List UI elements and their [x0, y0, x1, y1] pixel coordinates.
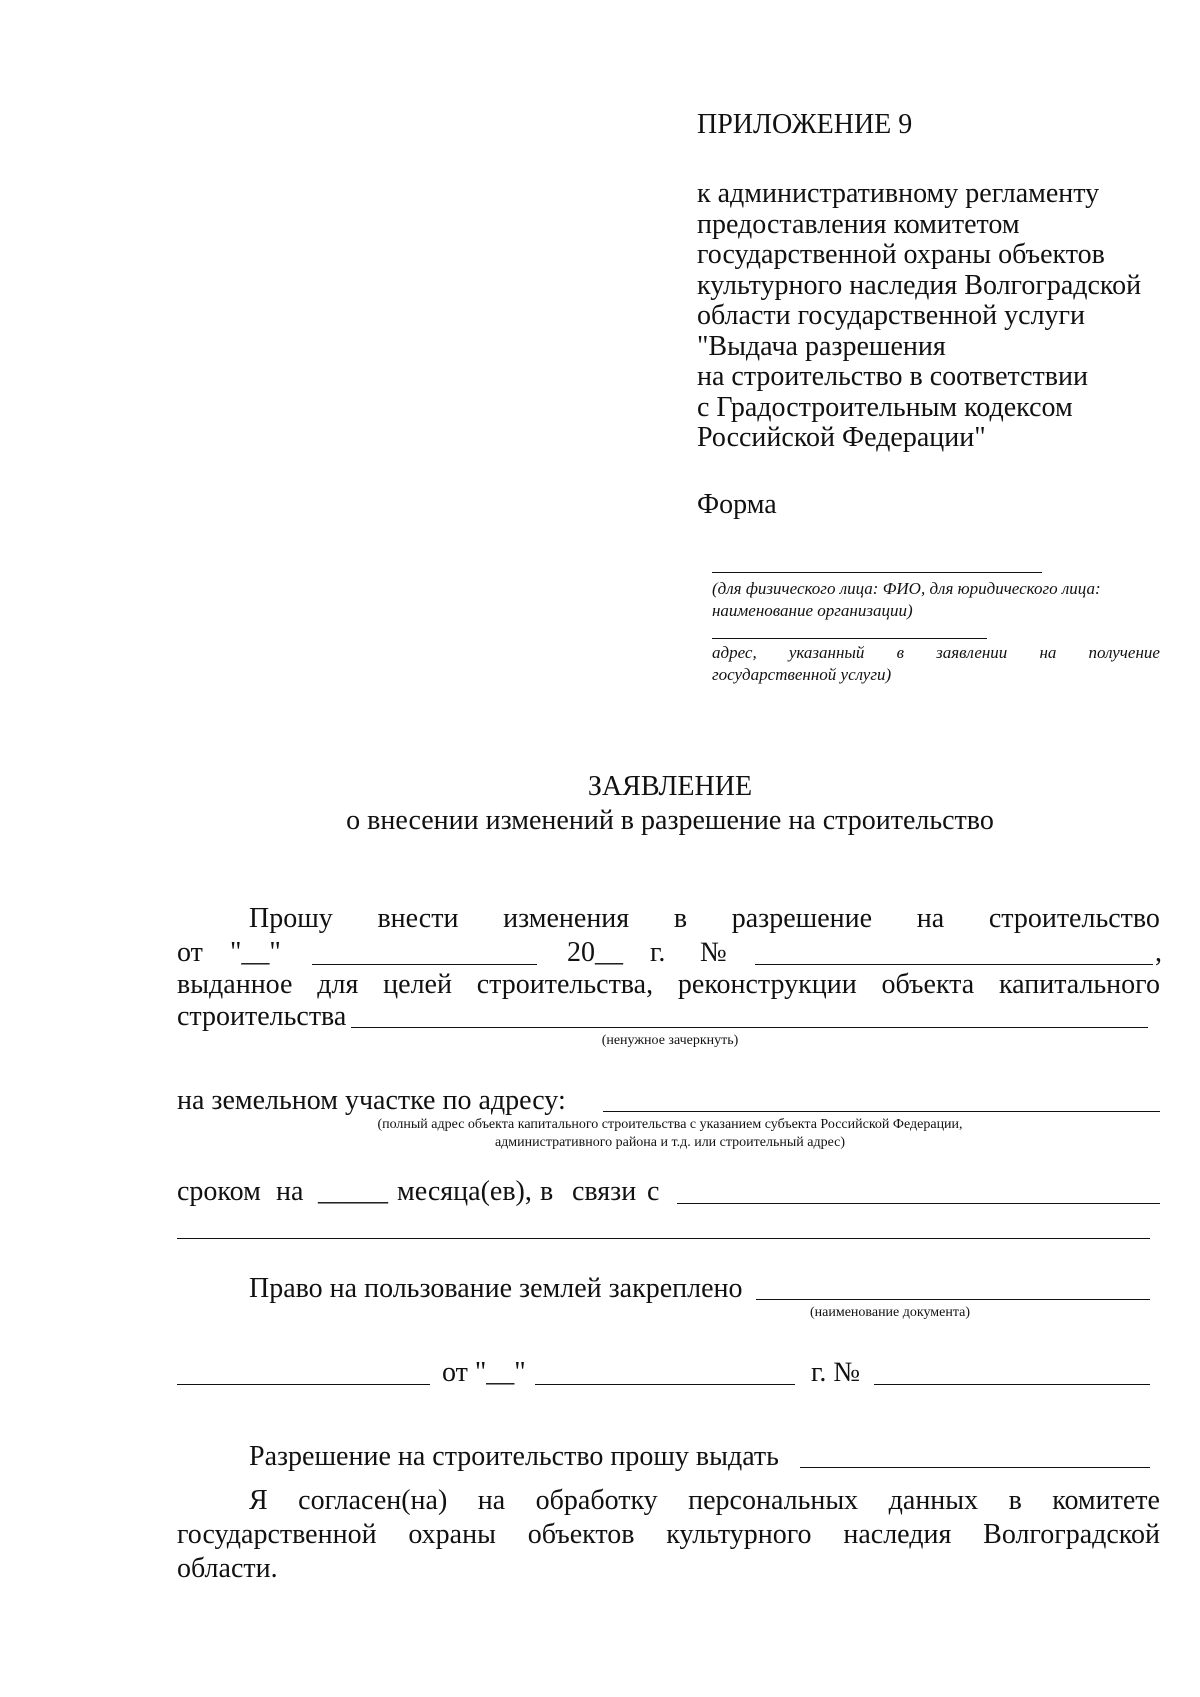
- addressee-address-line: [712, 638, 987, 639]
- address-hint-word: получение: [1088, 643, 1160, 662]
- consent-word: обработку: [535, 1485, 658, 1516]
- land-address-hint-line2: административного района и т.д. или строительный адрес): [494, 1135, 846, 1150]
- consent-line-2: [177, 1518, 1160, 1552]
- appendix-line: государственной охраны объектов: [697, 239, 1105, 270]
- addressee-address-hint-line2: государственной услуги): [712, 665, 892, 684]
- consent-line2-word: государственной: [177, 1519, 377, 1550]
- term-line: [177, 1175, 1160, 1209]
- consent-word: на: [477, 1485, 506, 1516]
- consent-line2-word: наследия: [843, 1519, 952, 1550]
- address-hint-word: на: [1039, 643, 1057, 662]
- consent-line-1: [249, 1484, 1160, 1518]
- consent-line2-word: культурного: [666, 1519, 812, 1550]
- appendix-line: культурного наследия Волгоградской: [697, 269, 1142, 301]
- date-year: 20__: [567, 937, 623, 968]
- term-word-7: с: [647, 1176, 660, 1207]
- term-word-6: связи: [572, 1176, 637, 1207]
- issue-method-field[interactable]: [800, 1467, 1150, 1468]
- address-hint-word: указанный: [788, 643, 865, 662]
- request-word: разрешение: [731, 903, 873, 934]
- appendix-line: области государственной услуги: [697, 300, 1086, 331]
- request-line3-word: для: [317, 969, 359, 1000]
- land-right-details-line: [177, 1356, 1160, 1390]
- request-line3-word: выданное: [177, 969, 293, 1000]
- request-line3-word: объекта: [881, 969, 975, 1000]
- year-suffix: г.: [650, 937, 666, 968]
- request-line3-word: капитального: [998, 969, 1160, 1000]
- land-right-label: Право на пользование землей закреплено: [249, 1273, 743, 1304]
- document-subtitle: о внесении изменений в разрешение на строительство: [346, 805, 994, 836]
- term-word-4: месяца(ев),: [397, 1176, 532, 1207]
- land-right-doc-name-field[interactable]: [177, 1384, 430, 1385]
- term-word-5: в: [540, 1176, 554, 1207]
- consent-word: Я: [249, 1485, 268, 1516]
- consent-word: данных: [888, 1485, 979, 1516]
- request-word: на: [916, 903, 945, 934]
- term-reason-field[interactable]: [677, 1203, 1160, 1204]
- consent-line2-word: охраны: [408, 1519, 496, 1550]
- appendix-line: к административному регламенту: [697, 178, 1100, 209]
- request-line-4-label: строительства: [177, 1001, 347, 1032]
- consent-word: комитете: [1052, 1485, 1160, 1516]
- request-line-2: [177, 936, 1160, 970]
- request-line3-word: реконструкции: [677, 969, 857, 1000]
- address-hint-word: адрес,: [712, 643, 757, 662]
- date-day-quote: "__": [230, 937, 281, 968]
- land-right-number-label: г. №: [811, 1357, 861, 1388]
- land-right-number-field[interactable]: [874, 1384, 1150, 1385]
- request-word: строительство: [988, 903, 1160, 934]
- addressee-address-hint-line1: [712, 642, 1160, 664]
- from-label: от: [177, 937, 203, 968]
- term-word-1: сроком: [177, 1176, 261, 1207]
- strike-choice-field[interactable]: [351, 1027, 1148, 1028]
- term-reason-field-continued[interactable]: [177, 1238, 1150, 1239]
- request-line-1: [249, 902, 1160, 936]
- consent-word: персональных: [688, 1485, 859, 1516]
- permit-number-field[interactable]: [755, 964, 1153, 965]
- addressee-name-hint-line2: наименование организации): [712, 601, 913, 620]
- comma: ,: [1155, 937, 1162, 968]
- addressee-name-hint-line1: (для физического лица: ФИО, для юридического лица:: [712, 579, 1101, 598]
- appendix-line: Российской Федерации": [697, 422, 986, 453]
- appendix-line: предоставления комитетом: [697, 208, 1020, 240]
- term-months-field[interactable]: _____: [318, 1176, 388, 1207]
- appendix-line: на строительство в соответствии: [697, 361, 1088, 392]
- address-hint-word: заявлении: [936, 643, 1008, 662]
- date-month-field[interactable]: [312, 964, 537, 965]
- request-word: в: [673, 903, 688, 934]
- request-line3-word: строительства,: [476, 969, 654, 1000]
- land-right-hint: (наименование документа): [810, 1305, 971, 1320]
- addressee-name-line: [712, 572, 1042, 573]
- consent-word: в: [1008, 1485, 1022, 1516]
- appendix-line: с Градостроительным кодексом: [697, 391, 1073, 423]
- appendix-title: ПРИЛОЖЕНИЕ 9: [697, 109, 913, 140]
- consent-line2-word: объектов: [527, 1519, 635, 1550]
- request-line-3: [177, 968, 1160, 1002]
- land-address-hint-line1: (полный адрес объекта капитального строительства с указанием субъекта Российской Федерации,: [377, 1117, 963, 1132]
- land-right-date-field[interactable]: [535, 1384, 795, 1385]
- issue-label: Разрешение на строительство прошу выдать: [249, 1441, 779, 1472]
- appendix-line: "Выдача разрешения: [697, 330, 946, 362]
- document-title: ЗАЯВЛЕНИЕ: [587, 771, 753, 802]
- request-word: внести: [377, 903, 459, 934]
- land-address-label: на земельном участке по адресу:: [177, 1085, 566, 1116]
- form-label: Форма: [697, 489, 777, 520]
- request-word: Прошу: [249, 903, 333, 934]
- land-address-field[interactable]: [603, 1111, 1160, 1112]
- consent-line2-word: Волгоградской: [983, 1519, 1160, 1550]
- term-word-2: на: [276, 1176, 304, 1207]
- consent-word: согласен(на): [298, 1485, 448, 1516]
- address-hint-word: в: [896, 643, 904, 662]
- strike-hint: (ненужное зачеркнуть): [601, 1033, 739, 1048]
- land-right-date-label: от "__": [442, 1357, 526, 1388]
- consent-line-3: области.: [177, 1553, 278, 1584]
- request-line3-word: целей: [383, 969, 452, 1000]
- number-sign: №: [700, 937, 727, 968]
- request-word: изменения: [503, 903, 630, 934]
- land-right-document-field[interactable]: [756, 1299, 1150, 1300]
